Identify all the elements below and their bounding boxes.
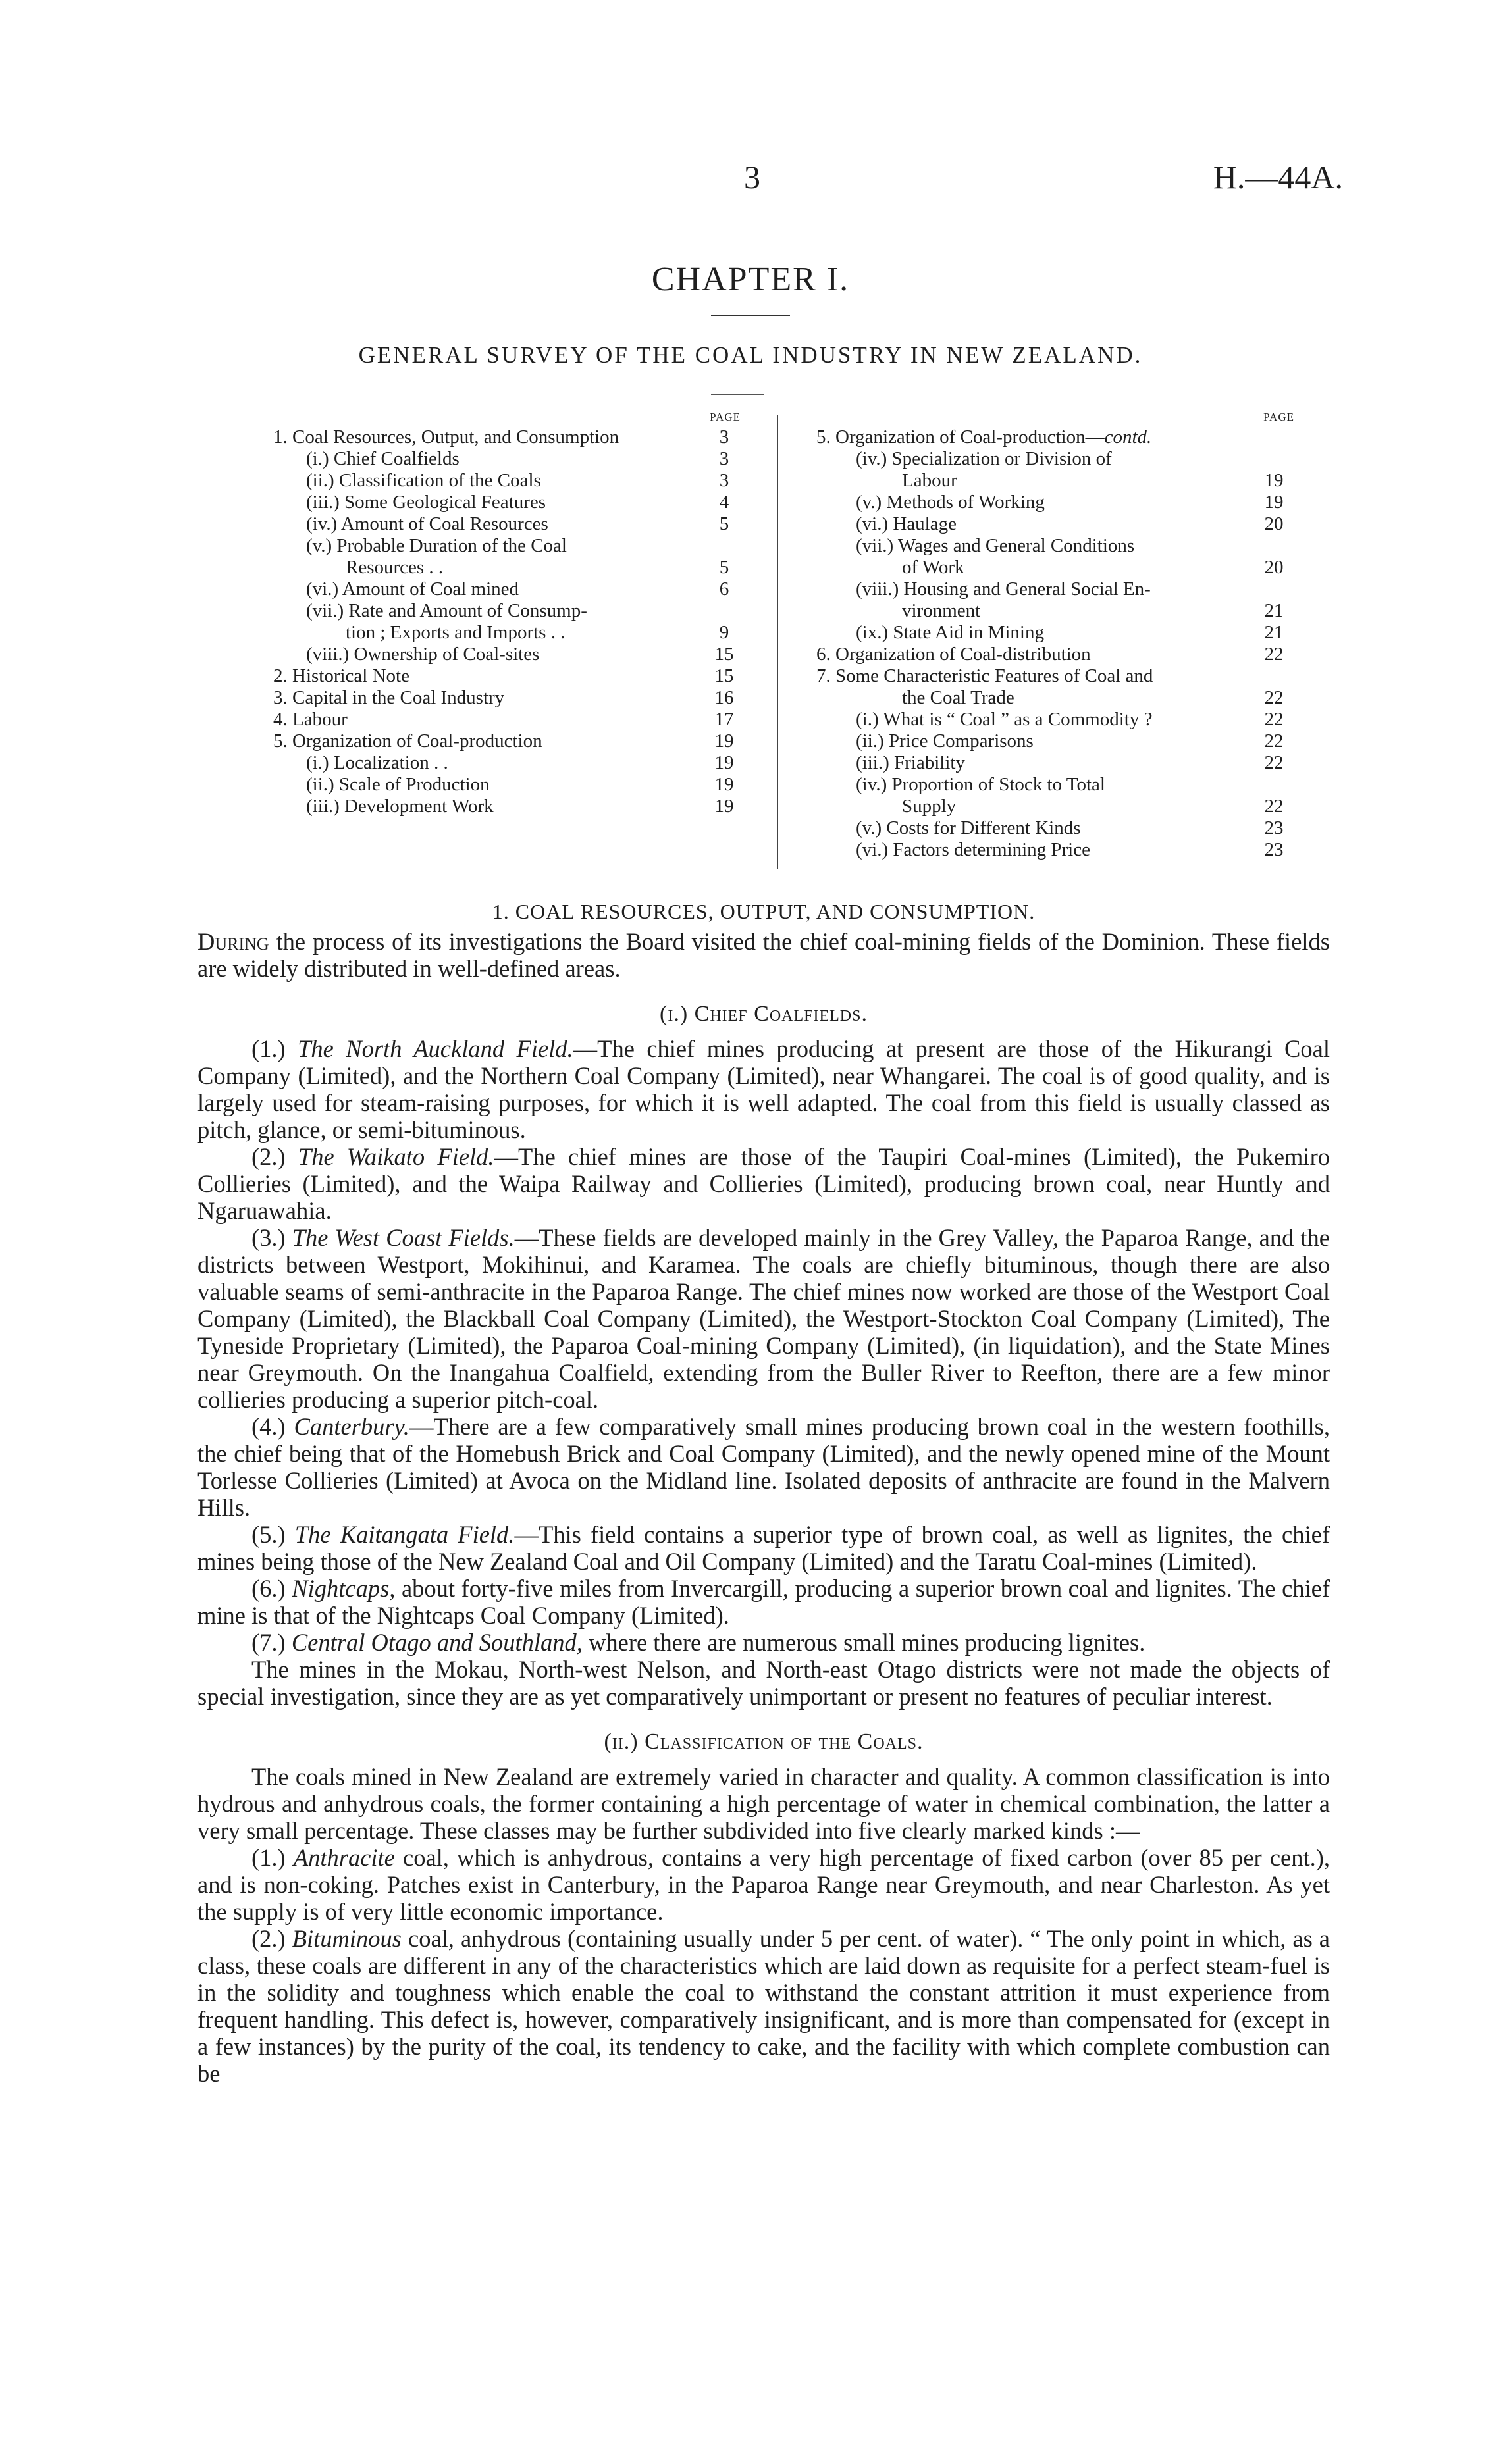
paragraph-canterbury: (4.) Canterbury.—There are a few comparatively small mines producing brown coal in the western foothills, the chief being that of the Homebush Brick and Coal Company (Limited), and the newly opened mine of the Mount Torlesse Collieries (Limited) at Avoca on the Midland line. Isolated deposits of anthracite are found in the Malvern Hills. — [198, 1413, 1330, 1521]
toc-entry-page: 22 — [1264, 687, 1284, 708]
toc-entry-text: (viii.) Housing and General Social En- — [856, 578, 1151, 600]
toc-entry-page: 16 — [714, 687, 734, 708]
toc-entry-page: 3 — [719, 448, 729, 469]
title-rule — [711, 315, 790, 316]
toc-entry — [273, 622, 747, 644]
paragraph-bituminous: (2.) Bituminous coal, anhydrous (containing usually under 5 per cent. of water). “ The only point in which, as a class, these coals are different in any of the characteristics which are laid down as requisite for a perfect steam-fuel is in the solidity and toughness which enable the coal to withstand the constant attrition it must experience from frequent handling. This defect is, however, comparatively insignificant, and is more than compensated for (except in a few instances) by the purity of the coal, its tendency to cake, and the facility with which complete combustion can be — [198, 1925, 1330, 2087]
toc-entry-text: (v.) Costs for Different Kinds — [856, 817, 1081, 838]
subsection-title-classification: (ii.) Classification of the Coals. — [604, 1730, 924, 1754]
toc-entry-text: (ii.) Classification of the Coals — [306, 470, 541, 491]
paragraph-central-otago: (7.) Central Otago and Southland, where there are numerous small mines producing lignites. — [251, 1629, 1146, 1656]
toc-entry-text: 6. Organization of Coal-distribution — [816, 644, 1091, 665]
toc-entry — [816, 687, 1297, 709]
toc-entry — [273, 513, 747, 535]
toc-entry — [816, 578, 1297, 600]
toc-entry — [816, 665, 1297, 687]
toc-entry — [273, 426, 747, 448]
toc-entry-text: 7. Some Characteristic Features of Coal and — [816, 665, 1153, 686]
toc-right-column — [816, 408, 1297, 861]
toc-entry-text: (i.) Localization . . — [306, 752, 448, 773]
toc-entry — [273, 796, 747, 817]
toc-entry-text: 3. Capital in the Coal Industry — [273, 687, 505, 708]
toc-entry — [273, 687, 747, 709]
paragraph-north-auckland: (1.) The North Auckland Field.—The chief mines producing at present are those of the Hikurangi Coal Company (Limited), and the Northern Coal Company (Limited), near Whangarei. The coal is of good quality, and is largely used for steam-raising purposes, for which it is well adapted. The coal from this field is usually classed as pitch, glance, or semi-bituminous. — [198, 1035, 1330, 1143]
toc-entry-text: (iv.) Amount of Coal Resources — [306, 513, 548, 534]
toc-entry-page: 23 — [1264, 817, 1284, 838]
toc-entry-page: 3 — [719, 470, 729, 491]
toc-entry-page: 17 — [714, 709, 734, 730]
paragraph-other-districts: The mines in the Mokau, North-west Nelson, and North-east Otago districts were not made the objects of special investigation, since they are as yet comparatively unimportant or present no features of peculiar interest. — [198, 1656, 1330, 1710]
toc-entry-page: 6 — [719, 578, 729, 600]
toc-entry-text: (v.) Methods of Working — [856, 492, 1045, 513]
toc-entry-text: (ix.) State Aid in Mining — [856, 622, 1044, 643]
toc-entry-page: 22 — [1264, 709, 1284, 730]
toc-entry — [273, 448, 747, 470]
toc-entry-text: (iii.) Friability — [856, 752, 965, 773]
toc-entry-text: the Coal Trade — [902, 687, 1014, 708]
paragraph-west-coast: (3.) The West Coast Fields.—These fields are developed mainly in the Grey Valley, the Paparoa Range, and the districts between Westport, Mokihinui, and Karamea. The coals are chiefly bituminous, though there are also valuable seams of semi-anthracite in the Paparoa Range. The chief mines now worked are those of the Westport Coal Company (Limited), the Blackball Coal Company (Limited), the Westport-Stockton Coal Company (Limited), The Tyneside Proprietary (Limited), the Paparoa Coal-mining Company (Limited), (in liquidation), and the State Mines near Greymouth. On the Inangahua Coalfield, extending from the Buller River to Reefton, there are a few minor collieries producing a superior pitch-coal. — [198, 1224, 1330, 1413]
toc-entry — [816, 709, 1297, 731]
chapter-title: CHAPTER I. — [651, 261, 850, 298]
toc-entry — [273, 600, 747, 622]
toc-left-list — [273, 426, 747, 817]
toc-entry — [273, 535, 747, 557]
toc-entry-text: 1. Coal Resources, Output, and Consumption — [273, 426, 619, 448]
toc-entry-text: (ii.) Scale of Production — [306, 774, 490, 795]
toc-entry-text: (iv.) Proportion of Stock to Total — [856, 774, 1105, 795]
toc-entry-text: 5. Organization of Coal-production— — [816, 426, 1105, 448]
toc-entry-text: (vi.) Haulage — [856, 513, 957, 534]
toc-entry — [816, 470, 1297, 492]
toc-entry-page: 9 — [719, 622, 729, 643]
toc-entry-text: (iii.) Some Geological Features — [306, 492, 546, 513]
toc-entry-text: of Work — [902, 557, 964, 578]
toc-entry-text: Labour — [902, 470, 957, 491]
document-reference: H.—44A. — [1213, 159, 1343, 195]
subtitle-rule — [711, 394, 764, 395]
toc-entry-text: Supply — [902, 796, 957, 817]
toc-entry-page: 15 — [714, 665, 734, 686]
toc-entry-page: 22 — [1264, 796, 1284, 817]
toc-entry-page: 22 — [1264, 752, 1284, 773]
toc-entry-page: 3 — [719, 426, 729, 448]
intro-paragraph: During the process of its investigations the Board visited the chief coal-mining fields of the Dominion. These fields are widely distributed in well-defined areas. — [198, 928, 1330, 982]
toc-entry — [816, 752, 1297, 774]
toc-page-header: PAGE — [710, 411, 741, 423]
toc-entry — [273, 774, 747, 796]
toc-entry-text: (viii.) Ownership of Coal-sites — [306, 644, 540, 665]
intro-lead: During — [198, 928, 269, 955]
toc-entry-text: (i.) What is “ Coal ” as a Commodity ? — [856, 709, 1153, 730]
toc-entry — [816, 513, 1297, 535]
toc-entry-text: (vii.) Wages and General Conditions — [856, 535, 1135, 556]
page-number: 3 — [744, 159, 760, 195]
toc-entry-text: 5. Organization of Coal-production — [273, 731, 542, 752]
toc-entry-text: (v.) Probable Duration of the Coal — [306, 535, 567, 556]
toc-entry-text: (iv.) Specialization or Division of — [856, 448, 1112, 469]
toc-entry — [816, 774, 1297, 796]
toc-entry-page: 22 — [1264, 731, 1284, 752]
toc-entry-page: 19 — [714, 731, 734, 752]
toc-entry-page: 20 — [1264, 513, 1284, 534]
toc-entry-page: 15 — [714, 644, 734, 665]
toc-entry-page: 19 — [1264, 470, 1284, 491]
toc-divider — [777, 415, 778, 869]
toc-entry-page: 23 — [1264, 839, 1284, 860]
toc-entry — [816, 448, 1297, 470]
toc-entry-page: 19 — [1264, 492, 1284, 513]
toc-entry-page: 5 — [719, 557, 729, 578]
toc-entry — [816, 731, 1297, 752]
toc-entry-text: Resources . . — [346, 557, 444, 578]
toc-entry-page: 19 — [714, 774, 734, 795]
toc-entry — [816, 535, 1297, 557]
toc-entry — [816, 557, 1297, 578]
toc-entry-page: 22 — [1264, 644, 1284, 665]
body-text — [198, 898, 1330, 2087]
toc-entry — [273, 492, 747, 513]
toc-entry-text: vironment — [902, 600, 981, 621]
toc-entry-page: 5 — [719, 513, 729, 534]
toc-entry-text: (vii.) Rate and Amount of Consump- — [306, 600, 587, 621]
toc-entry-text: 2. Historical Note — [273, 665, 409, 686]
toc-entry-text: (ii.) Price Comparisons — [856, 731, 1034, 752]
toc-entry-page: 21 — [1264, 600, 1284, 621]
paragraph-nightcaps: (6.) Nightcaps, about forty-five miles from Invercargill, producing a superior brown coal and lignites. The chief mine is that of the Nightcaps Coal Company (Limited). — [198, 1575, 1330, 1629]
toc-entry-page: 20 — [1264, 557, 1284, 578]
toc-entry — [816, 600, 1297, 622]
subsection-title-chief-coalfields: (i.) Chief Coalfields. — [660, 1002, 868, 1026]
paragraph-kaitangata: (5.) The Kaitangata Field.—This field contains a superior type of brown coal, as well as lignites, the chief mines being those of the New Zealand Coal and Oil Company (Limited) and the Taratu Coal-mines (Limited). — [198, 1521, 1330, 1575]
toc-entry — [273, 731, 747, 752]
paragraph-anthracite: (1.) Anthracite coal, which is anhydrous, contains a very high percentage of fixed carbon (over 85 per cent.), and is non-coking. Patches exist in Canterbury, in the Paparoa Range near Greymouth, and near Charleston. As yet the supply is of very little economic importance. — [198, 1844, 1330, 1925]
toc-entry-text: (iii.) Development Work — [306, 796, 494, 817]
toc-entry — [816, 839, 1297, 861]
toc-entry — [816, 817, 1297, 839]
toc-entry — [273, 752, 747, 774]
toc-entry-text: (vi.) Amount of Coal mined — [306, 578, 519, 600]
chapter-subtitle: GENERAL SURVEY OF THE COAL INDUSTRY IN NEW ZEALAND. — [358, 342, 1143, 368]
toc-entry — [816, 492, 1297, 513]
toc-entry — [273, 709, 747, 731]
paragraph-classification: The coals mined in New Zealand are extremely varied in character and quality. A common classification is into hydrous and anhydrous coals, the former containing a high percentage of water in chemical combination, the latter a very small percentage. These classes may be further subdivided into five clearly marked kinds :— — [198, 1763, 1330, 1844]
toc-page-header: PAGE — [1263, 411, 1294, 423]
toc-entry — [816, 644, 1297, 665]
paragraph-waikato: (2.) The Waikato Field.—The chief mines are those of the Taupiri Coal-mines (Limited), the Pukemiro Collieries (Limited), and the Waipa Railway and Collieries (Limited), producing brown coal, near Huntly and Ngaruawahia. — [198, 1143, 1330, 1224]
toc-entry-page: 19 — [714, 752, 734, 773]
toc-entry-text: 4. Labour — [273, 709, 348, 730]
toc-entry — [273, 665, 747, 687]
toc-entry — [273, 557, 747, 578]
toc-entry-page: 4 — [719, 492, 729, 513]
toc-entry — [273, 644, 747, 665]
toc-entry-text: (i.) Chief Coalfields — [306, 448, 460, 469]
toc-entry — [816, 622, 1297, 644]
toc-entry-page: 21 — [1264, 622, 1284, 643]
section-title: 1. COAL RESOURCES, OUTPUT, AND CONSUMPTION. — [492, 900, 1036, 923]
toc-entry-text: tion ; Exports and Imports . . — [346, 622, 566, 643]
toc-right-list — [816, 426, 1297, 861]
toc-entry — [816, 426, 1297, 448]
toc-entry — [816, 796, 1297, 817]
toc-entry — [273, 578, 747, 600]
toc-left-column — [273, 408, 747, 817]
toc-entry — [273, 470, 747, 492]
toc-entry-text: (vi.) Factors determining Price — [856, 839, 1090, 860]
toc-entry-page: 19 — [714, 796, 734, 817]
toc-entry-italic: contd. — [1104, 426, 1152, 448]
